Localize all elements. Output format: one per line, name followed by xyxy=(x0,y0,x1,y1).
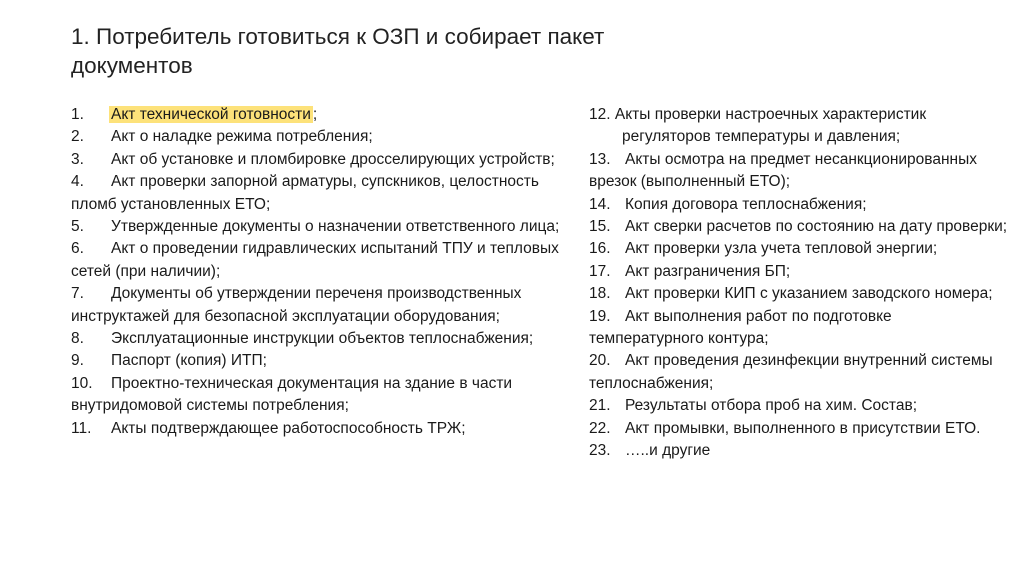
item-text: Эксплуатационные инструкции объектов теплоснабжения; xyxy=(111,330,534,348)
item-number: 11. xyxy=(71,419,92,437)
list-item xyxy=(589,194,1009,216)
list-item xyxy=(71,104,576,126)
item-text: Акт выполнения работ по подготовке температурного контура; xyxy=(589,307,892,348)
item-number: 10. xyxy=(71,374,93,392)
item-text: Акт промывки, выполненного в присутствии ЕТО. xyxy=(625,419,981,437)
item-continuation: регуляторов температуры и давления; xyxy=(622,128,901,146)
item-text: Акт о наладке режима потребления; xyxy=(111,128,373,146)
item-number: 21. xyxy=(589,397,611,415)
list-item xyxy=(71,328,576,350)
item-text: Акт проведения дезинфекции внутренний системы теплоснабжения; xyxy=(589,352,993,392)
list-item xyxy=(589,395,1009,417)
list-item xyxy=(589,216,1009,238)
page-title: 1. Потребитель готовиться к ОЗП и собирает пакет документов xyxy=(71,24,605,78)
item-number: 3. xyxy=(71,150,84,168)
list-item xyxy=(71,171,576,216)
item-text: Копия договора теплоснабжения; xyxy=(625,195,867,213)
list-item xyxy=(71,216,576,238)
list-item xyxy=(71,418,576,440)
document-list-right xyxy=(589,104,1009,463)
item-number: 20. xyxy=(589,352,611,370)
item-text: Акты осмотра на предмет несанкционированных врезок (выполненный ЕТО); xyxy=(589,150,977,191)
item-text: Паспорт (копия) ИТП; xyxy=(111,352,267,370)
highlighted-text: Акт технической готовности xyxy=(111,106,311,123)
item-number: 12. xyxy=(589,106,611,123)
item-number: 4. xyxy=(71,173,84,191)
item-number: 7. xyxy=(71,285,84,303)
item-text: Проектно-техническая документация на здание в части внутридомовой системы потребления; xyxy=(71,374,513,415)
list-item xyxy=(71,149,576,171)
item-text: Документы об утверждении переченя производственных инструктажей для безопасной эксплуатации оборудования; xyxy=(71,285,522,325)
item-number: 9. xyxy=(71,352,84,370)
item-number: 17. xyxy=(589,262,611,280)
document-list-left xyxy=(71,104,576,440)
item-text: Акт о проведении гидравлических испытаний ТПУ и тепловых сетей (при наличии); xyxy=(71,240,559,280)
list-item xyxy=(589,283,1009,305)
item-number: 16. xyxy=(589,240,611,258)
list-item xyxy=(71,350,576,372)
item-suffix: ; xyxy=(312,106,318,123)
item-number: 15. xyxy=(589,218,611,236)
list-item xyxy=(589,149,1009,194)
list-item xyxy=(589,261,1009,283)
list-item xyxy=(589,104,1009,149)
item-number: 19. xyxy=(589,307,611,325)
list-item xyxy=(589,418,1009,440)
item-text: Акт об установке и пломбировке дросселирующих устройств; xyxy=(111,150,555,168)
item-number: 5. xyxy=(71,218,84,236)
item-text: Акт проверки узла учета тепловой энергии; xyxy=(625,240,938,258)
item-number: 6. xyxy=(71,240,84,258)
list-item xyxy=(71,126,576,148)
list-item xyxy=(589,350,1009,395)
item-number: 18. xyxy=(589,285,611,303)
item-number: 1. xyxy=(71,106,84,123)
item-number: 2. xyxy=(71,128,84,146)
item-text: Акты подтверждающее работоспособность ТРЖ; xyxy=(111,419,466,437)
item-text: Акты проверки настроечных характеристик xyxy=(614,106,927,123)
item-text: Результаты отбора проб на хим. Состав; xyxy=(625,397,917,415)
item-text: Акт проверки запорной арматуры, супскников, целостность пломб установленных ЕТО; xyxy=(71,173,539,213)
item-text: Акт сверки расчетов по состоянию на дату проверки; xyxy=(625,218,1008,236)
item-text: Утвержденные документы о назначении ответственного лица; xyxy=(111,218,560,236)
list-item xyxy=(71,373,576,418)
item-text: …..и другие xyxy=(625,442,711,460)
list-item xyxy=(71,238,576,283)
item-number: 22. xyxy=(589,419,611,437)
list-item xyxy=(589,440,1009,462)
item-number: 23. xyxy=(589,442,611,460)
item-number: 13. xyxy=(589,150,611,168)
list-item xyxy=(71,283,576,328)
list-item xyxy=(589,306,1009,351)
item-text: Акт проверки КИП с указанием заводского номера; xyxy=(625,285,993,303)
item-number: 14. xyxy=(589,195,611,213)
item-number: 8. xyxy=(71,330,84,348)
list-item xyxy=(589,238,1009,260)
item-text: Акт разграничения БП; xyxy=(625,262,791,280)
